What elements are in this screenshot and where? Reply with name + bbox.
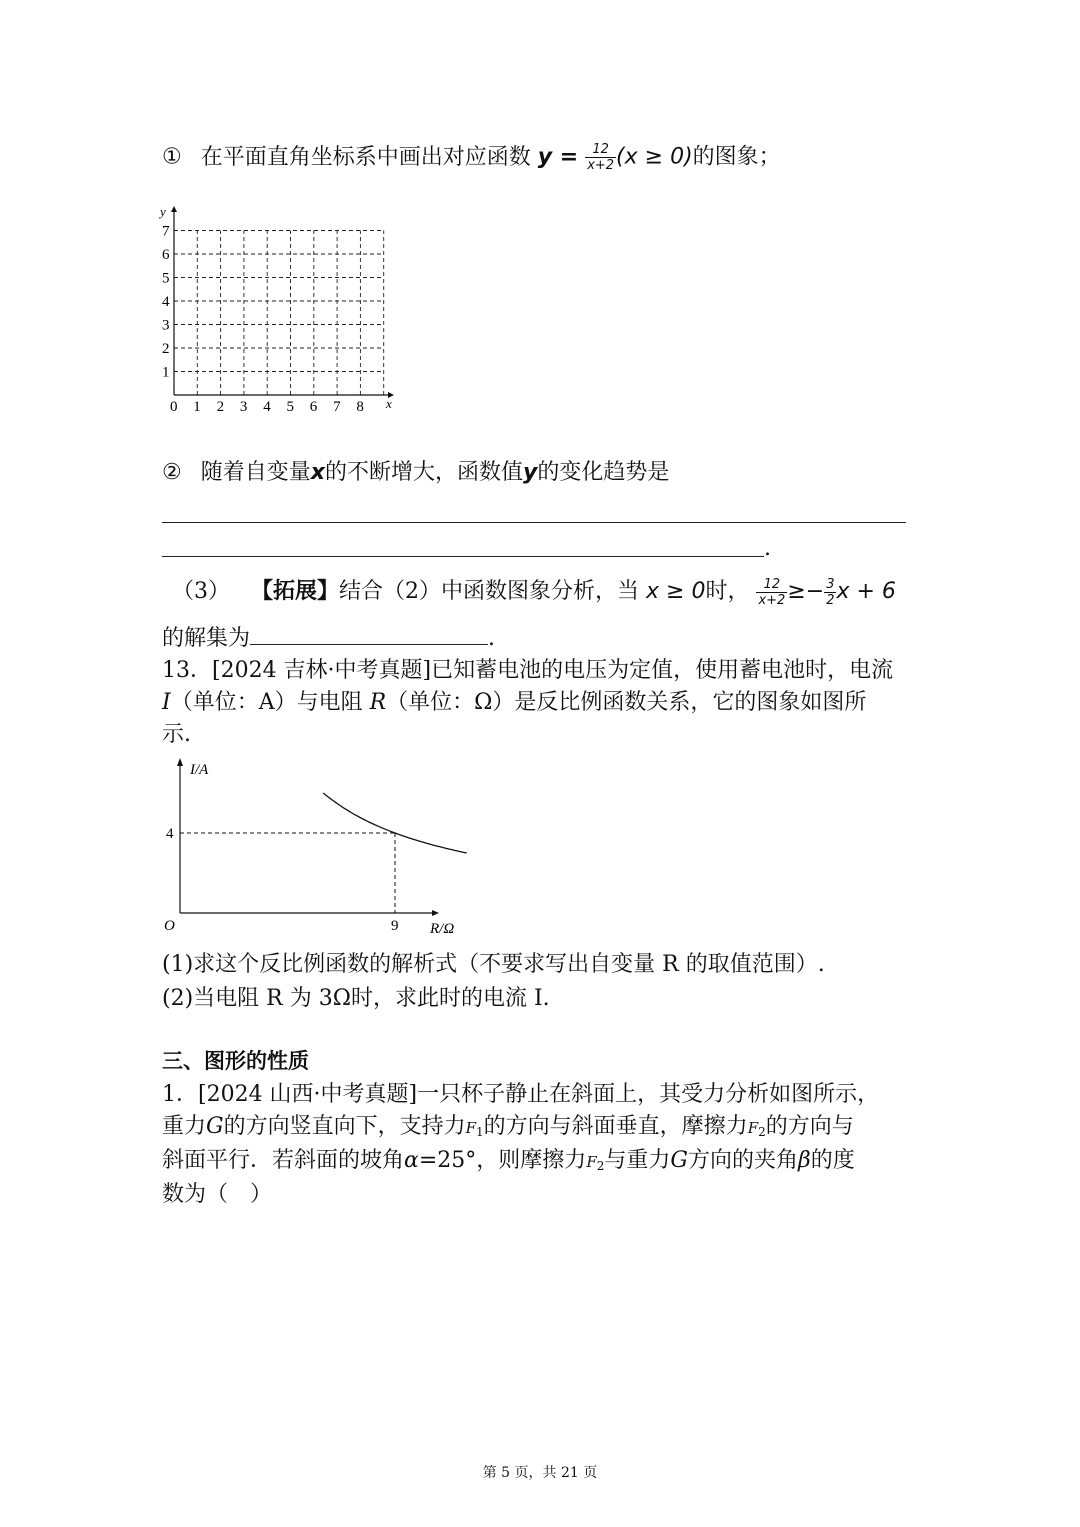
part3-answer-blank[interactable] bbox=[250, 622, 488, 645]
item2-var-y: y bbox=[522, 460, 538, 485]
section3-heading: 三、图形的性质 bbox=[162, 1049, 309, 1073]
answer-blank-2-period: . bbox=[764, 536, 771, 561]
part3-frac2 bbox=[824, 577, 836, 608]
q13-line1: 13．[2024 吉林·中考真题]已知蓄电池的电压为定值，使用蓄电池时，电流 bbox=[162, 658, 894, 683]
part3-frac1 bbox=[756, 577, 787, 608]
item2-var-x: x bbox=[310, 460, 325, 485]
part3-cond: x ≥ 0 bbox=[646, 579, 706, 604]
chart-y-arrow bbox=[177, 758, 183, 766]
grid-x-tick: 1 bbox=[193, 399, 201, 415]
s3-line3-G: G bbox=[670, 1148, 688, 1173]
part3-frac2-num: 3 bbox=[826, 576, 835, 592]
item1-tail: 的图象； bbox=[692, 144, 781, 170]
grid-y-arrow bbox=[171, 206, 177, 212]
q13-var-I: I bbox=[162, 690, 171, 715]
item2-marker: ② bbox=[162, 460, 182, 485]
s3-line3-F2: F bbox=[586, 1153, 597, 1171]
q13-line2 bbox=[162, 688, 866, 718]
grid-lines bbox=[174, 231, 384, 396]
answer-blank-1[interactable] bbox=[162, 522, 906, 523]
s3-line3-e: 的度 bbox=[810, 1148, 855, 1173]
chart-x-tick-label: 9 bbox=[391, 918, 399, 934]
q12-item2 bbox=[162, 458, 669, 488]
s3-line2-c: 的方向与斜面垂直，摩擦力 bbox=[483, 1114, 748, 1139]
item1-domain: (x ≥ 0) bbox=[616, 144, 693, 170]
grid-y-tick: 6 bbox=[162, 247, 170, 263]
item1-fraction bbox=[585, 142, 616, 173]
item2-text-c: 的变化趋势是 bbox=[537, 460, 670, 485]
blank-grid-chart bbox=[150, 200, 410, 420]
s3-line2-a: 重力 bbox=[162, 1114, 207, 1139]
s3-line2-F2-sub: 2 bbox=[758, 1125, 766, 1139]
part3-text-a: 结合（2）中函数图象分析，当 bbox=[339, 579, 640, 604]
q13-sub1: (1)求这个反比例函数的解析式（不要求写出自变量 R 的取值范围）. bbox=[162, 952, 825, 977]
grid-x-tick: 7 bbox=[333, 399, 341, 415]
item1-marker: ① bbox=[162, 144, 182, 170]
grid-x-tick: 4 bbox=[263, 399, 271, 415]
s3-line2-d: 的方向与 bbox=[765, 1114, 854, 1139]
s3-line2-F1: F bbox=[465, 1119, 477, 1137]
s3-q1-line2 bbox=[162, 1112, 854, 1147]
grid-x-tick: 3 bbox=[239, 399, 248, 415]
part3-num: （3） bbox=[172, 579, 230, 604]
part3-line2 bbox=[162, 622, 495, 654]
chart-x-label: R/Ω bbox=[430, 921, 455, 937]
page-footer: 第 5 页，共 21 页 bbox=[482, 1465, 598, 1481]
grid-x-label: x bbox=[386, 396, 392, 411]
q13-line2-a: （单位：A）与电阻 bbox=[170, 690, 363, 715]
chart-y-tick-label: 4 bbox=[166, 826, 174, 842]
s3-line2-b: 的方向竖直向下，支持力 bbox=[223, 1114, 466, 1139]
s3-line3-beta: β bbox=[797, 1148, 811, 1173]
part3-rhs: x + 6 bbox=[836, 579, 896, 604]
q12-part3 bbox=[172, 576, 896, 608]
q13-var-R: R bbox=[369, 690, 387, 715]
part3-tag: 【拓展】 bbox=[251, 578, 340, 604]
s3-q1-line1: 1．[2024 山西·中考真题]一只杯子静止在斜面上，其受力分析如图所示， bbox=[162, 1082, 880, 1107]
s3-line3-b: =25°，则摩擦力 bbox=[418, 1148, 587, 1173]
grid-x-tick: 8 bbox=[356, 399, 364, 415]
grid-x-tick: 6 bbox=[309, 399, 318, 415]
s3-line2-F2: F bbox=[747, 1119, 759, 1137]
part3-frac1-den: x+2 bbox=[758, 592, 786, 608]
chart-y-label: I/A bbox=[190, 762, 209, 778]
grid-x-tick-labels bbox=[170, 399, 364, 415]
grid-y-tick: 7 bbox=[162, 223, 170, 240]
q12-item1 bbox=[162, 142, 781, 173]
s3-line2-F1-sub: 1 bbox=[476, 1125, 484, 1139]
item1-func-lhs: y = bbox=[537, 144, 579, 170]
s3-line2-G: G bbox=[206, 1114, 224, 1139]
grid-x-tick: 0 bbox=[170, 399, 178, 415]
item2-text-b: 的不断增大，函数值 bbox=[324, 460, 523, 485]
q13-sub2: (2)当电阻 R 为 3Ω时，求此时的电流 I. bbox=[162, 986, 550, 1011]
grid-x-tick: 5 bbox=[286, 399, 294, 415]
item2-text-a: 随着自变量 bbox=[200, 460, 311, 485]
grid-y-tick: 3 bbox=[162, 317, 170, 334]
answer-blank-2[interactable] bbox=[162, 556, 764, 557]
part3-ineq: ≥− bbox=[787, 579, 825, 604]
s3-q1-line3 bbox=[162, 1146, 855, 1181]
chart-x-arrow bbox=[432, 910, 439, 916]
s3-line3-alpha: α bbox=[404, 1148, 419, 1173]
s3-q1-line4: 数为（ ） bbox=[162, 1182, 273, 1207]
grid-x-tick: 2 bbox=[216, 399, 225, 415]
q13-line3: 示. bbox=[162, 722, 191, 747]
s3-line3-a: 斜面平行．若斜面的坡角 bbox=[162, 1148, 405, 1173]
s3-line3-F2-sub: 2 bbox=[596, 1159, 605, 1173]
item1-frac-num: 12 bbox=[585, 142, 616, 158]
chart-origin-label: O bbox=[164, 918, 175, 934]
inverse-proportion-chart bbox=[150, 752, 470, 942]
grid-y-tick: 2 bbox=[162, 341, 170, 357]
grid-y-label: y bbox=[160, 204, 166, 219]
q13-line2-b: （单位：Ω）是反比例函数关系，它的图象如图所 bbox=[386, 690, 867, 715]
s3-line3-c: 与重力 bbox=[604, 1148, 671, 1173]
grid-y-tick-labels bbox=[162, 224, 170, 381]
grid-y-tick: 1 bbox=[162, 364, 170, 381]
part3-text-b: 时， bbox=[705, 579, 750, 604]
part3-line2-text: 的解集为 bbox=[162, 626, 251, 651]
part3-frac1-num: 12 bbox=[756, 577, 787, 593]
part3-period: . bbox=[488, 626, 496, 651]
part3-frac2-den: 2 bbox=[826, 592, 835, 608]
item1-frac-den: x+2 bbox=[587, 158, 615, 173]
s3-line3-d: 方向的夹角 bbox=[687, 1148, 798, 1173]
grid-y-tick: 4 bbox=[162, 294, 170, 310]
item1-text: 在平面直角坐标系中画出对应函数 bbox=[200, 144, 531, 170]
grid-y-tick: 5 bbox=[162, 270, 170, 287]
